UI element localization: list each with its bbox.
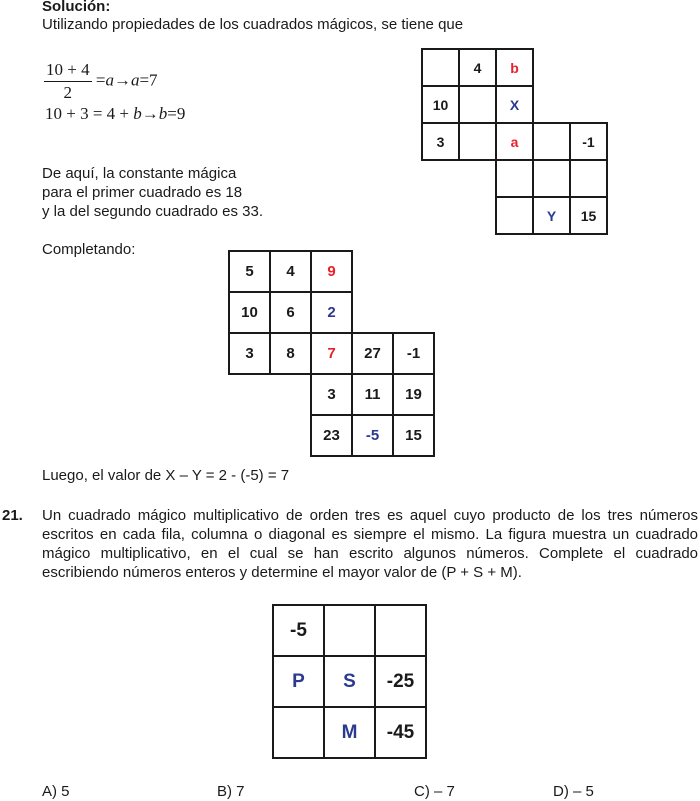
grid-cell: -1 bbox=[392, 332, 435, 375]
grid-cell: -5 bbox=[272, 604, 325, 657]
equation-1 bbox=[44, 60, 158, 103]
grid-cell: S bbox=[323, 655, 376, 708]
grid-cell: 23 bbox=[310, 414, 353, 457]
grid-cell: -5 bbox=[351, 414, 394, 457]
fraction bbox=[44, 60, 92, 103]
magic-square-diagram-unsolved bbox=[421, 48, 611, 236]
option-b[interactable]: B) 7 bbox=[217, 783, 245, 800]
grid-cell: M bbox=[323, 706, 376, 759]
grid-cell bbox=[272, 706, 325, 759]
grid-cell: 6 bbox=[269, 291, 312, 334]
grid-cell bbox=[458, 122, 497, 161]
multiplicative-magic-square bbox=[272, 604, 426, 760]
grid-cell: 10 bbox=[228, 291, 271, 334]
grid-cell: -45 bbox=[374, 706, 427, 759]
variable-a: a bbox=[130, 70, 140, 90]
option-d[interactable]: D) – 5 bbox=[553, 783, 594, 800]
grid-cell: 4 bbox=[269, 250, 312, 293]
equals-sign: = bbox=[139, 70, 150, 90]
grid-cell: 10 bbox=[421, 85, 460, 124]
grid-cell bbox=[495, 196, 534, 235]
equals-sign: = bbox=[167, 104, 177, 123]
grid-cell bbox=[495, 159, 534, 198]
grid-cell: 3 bbox=[228, 332, 271, 375]
grid-cell: P bbox=[272, 655, 325, 708]
equation-2-left: 10 + 3 = 4 + bbox=[45, 104, 134, 123]
grid-cell: a bbox=[495, 122, 534, 161]
grid-cell: 3 bbox=[421, 122, 460, 161]
grid-cell bbox=[323, 604, 376, 657]
option-a[interactable]: A) 5 bbox=[42, 783, 70, 800]
grid-cell bbox=[421, 48, 460, 87]
grid-cell bbox=[458, 85, 497, 124]
grid-cell: 27 bbox=[351, 332, 394, 375]
conclusion-line-3: y la del segundo cuadrado es 33. bbox=[42, 203, 263, 220]
grid-cell: 3 bbox=[310, 373, 353, 416]
magic-square-diagram-solved bbox=[228, 250, 436, 458]
conclusion-line-2: para el primer cuadrado es 18 bbox=[42, 184, 243, 201]
grid-cell: 7 bbox=[310, 332, 353, 375]
equals-sign: = bbox=[95, 70, 106, 90]
grid-cell: 4 bbox=[458, 48, 497, 87]
solution-heading: Solución: bbox=[42, 0, 111, 15]
value-b: 9 bbox=[176, 104, 186, 123]
grid-cell: 8 bbox=[269, 332, 312, 375]
grid-cell: 2 bbox=[310, 291, 353, 334]
grid-cell bbox=[374, 604, 427, 657]
equation-2 bbox=[45, 104, 185, 124]
grid-cell: 19 bbox=[392, 373, 435, 416]
variable-b: b bbox=[158, 104, 168, 123]
grid-cell: 9 bbox=[310, 250, 353, 293]
arrow-icon: → bbox=[141, 104, 159, 123]
grid-cell bbox=[569, 159, 608, 198]
final-result: Luego, el valor de X – Y = 2 - (-5) = 7 bbox=[42, 467, 290, 484]
grid-cell: -1 bbox=[569, 122, 608, 161]
problem-statement: Un cuadrado mágico multiplicativo de orden tres es aquel cuyo producto de los tres números escritos en cada fila, columna o diagonal es siempre el mismo. La figura muestra un cuadrado mágico multiplicativo, en el cual se han escrito algunos números. Complete el cuadrado escribiendo números enteros y determine el mayor valor de (P + S + M). bbox=[42, 507, 698, 581]
completing-label: Completando: bbox=[42, 241, 136, 258]
option-c[interactable]: C) – 7 bbox=[414, 783, 455, 800]
fraction-denominator: 2 bbox=[63, 83, 73, 102]
problem-number: 21. bbox=[2, 507, 23, 524]
grid-cell: 15 bbox=[392, 414, 435, 457]
arrow-icon: → bbox=[113, 70, 131, 90]
grid-cell: 15 bbox=[569, 196, 608, 235]
variable-b: b bbox=[133, 104, 142, 123]
grid-cell: Y bbox=[532, 196, 571, 235]
grid-cell: 11 bbox=[351, 373, 394, 416]
grid-cell: 5 bbox=[228, 250, 271, 293]
variable-a: a bbox=[105, 70, 114, 90]
grid-cell: X bbox=[495, 85, 534, 124]
value-a: 7 bbox=[149, 70, 158, 90]
solution-intro: Utilizando propiedades de los cuadrados mágicos, se tiene que bbox=[42, 16, 464, 33]
grid-cell: b bbox=[495, 48, 534, 87]
conclusion-line-1: De aquí, la constante mágica bbox=[42, 165, 237, 182]
grid-cell bbox=[532, 122, 571, 161]
grid-cell: -25 bbox=[374, 655, 427, 708]
grid-cell bbox=[532, 159, 571, 198]
fraction-numerator: 10 + 4 bbox=[44, 60, 92, 82]
